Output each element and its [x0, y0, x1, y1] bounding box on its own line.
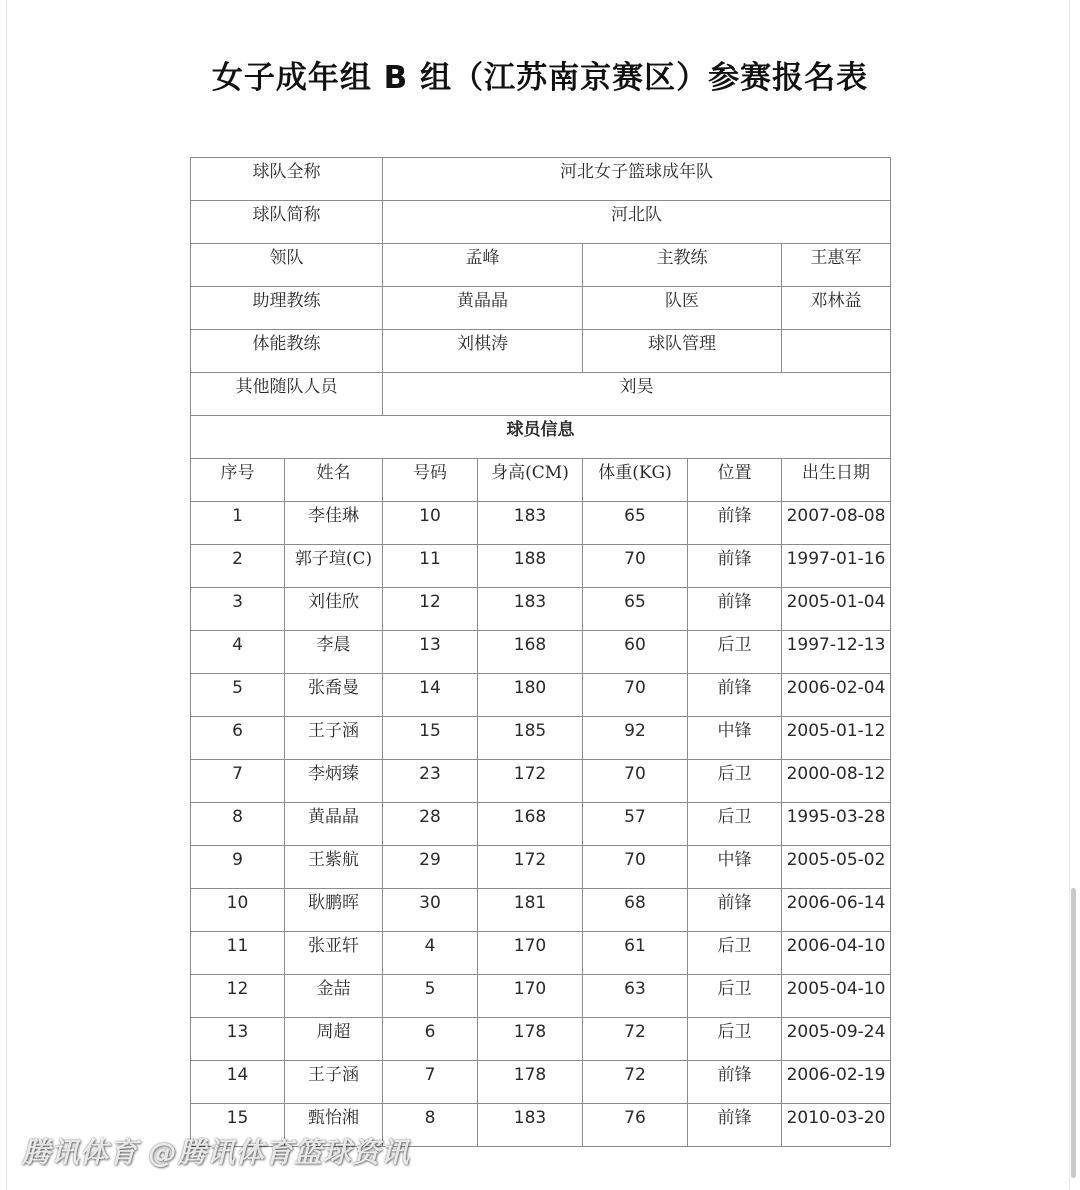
player-weight: 60	[583, 631, 688, 674]
leader-value: 孟峰	[383, 244, 583, 287]
table-row	[191, 674, 891, 717]
player-number: 10	[383, 502, 478, 545]
head-coach-value: 王惠军	[782, 244, 891, 287]
player-number: 7	[383, 1061, 478, 1104]
player-name: 刘佳欣	[285, 588, 383, 631]
player-birthdate: 2005-04-10	[782, 975, 891, 1018]
row-other-staff	[191, 373, 891, 416]
player-position: 前锋	[688, 674, 782, 717]
player-height: 168	[478, 631, 583, 674]
player-index: 15	[191, 1104, 285, 1147]
player-name: 王紫航	[285, 846, 383, 889]
player-weight: 63	[583, 975, 688, 1018]
column-header: 体重(KG)	[583, 459, 688, 502]
player-height: 185	[478, 717, 583, 760]
short-name-value: 河北队	[383, 201, 891, 244]
row-assistant	[191, 287, 891, 330]
full-name-value: 河北女子篮球成年队	[383, 158, 891, 201]
column-header: 号码	[383, 459, 478, 502]
table-row	[191, 889, 891, 932]
player-index: 6	[191, 717, 285, 760]
player-index: 7	[191, 760, 285, 803]
short-name-label: 球队简称	[191, 201, 383, 244]
player-height: 168	[478, 803, 583, 846]
player-index: 3	[191, 588, 285, 631]
player-number: 23	[383, 760, 478, 803]
player-height: 172	[478, 760, 583, 803]
player-position: 前锋	[688, 1061, 782, 1104]
player-birthdate: 1997-01-16	[782, 545, 891, 588]
player-number: 15	[383, 717, 478, 760]
row-short-name	[191, 201, 891, 244]
player-name: 王子涵	[285, 1061, 383, 1104]
player-height: 188	[478, 545, 583, 588]
player-name: 郭子瑄(C)	[285, 545, 383, 588]
player-weight: 68	[583, 889, 688, 932]
table-row	[191, 932, 891, 975]
table-row	[191, 760, 891, 803]
player-index: 8	[191, 803, 285, 846]
player-name: 金喆	[285, 975, 383, 1018]
player-number: 28	[383, 803, 478, 846]
player-name: 甄怡湘	[285, 1104, 383, 1147]
player-weight: 65	[583, 588, 688, 631]
watermark: 腾讯体育 @腾讯体育篮球资讯	[22, 1136, 410, 1169]
other-staff-value: 刘昊	[383, 373, 891, 416]
player-height: 183	[478, 1104, 583, 1147]
player-position: 中锋	[688, 846, 782, 889]
column-header: 身高(CM)	[478, 459, 583, 502]
player-height: 170	[478, 975, 583, 1018]
player-number: 8	[383, 1104, 478, 1147]
player-weight: 76	[583, 1104, 688, 1147]
player-position: 前锋	[688, 1104, 782, 1147]
player-position: 后卫	[688, 631, 782, 674]
row-leader	[191, 244, 891, 287]
player-index: 13	[191, 1018, 285, 1061]
table-row	[191, 588, 891, 631]
player-number: 29	[383, 846, 478, 889]
player-birthdate: 2005-05-02	[782, 846, 891, 889]
player-weight: 61	[583, 932, 688, 975]
assistant-coach-label: 助理教练	[191, 287, 383, 330]
player-height: 170	[478, 932, 583, 975]
player-number: 4	[383, 932, 478, 975]
players-section-heading: 球员信息	[191, 416, 891, 459]
player-index: 2	[191, 545, 285, 588]
column-header: 序号	[191, 459, 285, 502]
player-name: 黄晶晶	[285, 803, 383, 846]
player-position: 前锋	[688, 588, 782, 631]
player-index: 12	[191, 975, 285, 1018]
fitness-coach-label: 体能教练	[191, 330, 383, 373]
row-full-name	[191, 158, 891, 201]
team-manager-label: 球队管理	[583, 330, 782, 373]
column-header: 位置	[688, 459, 782, 502]
player-weight: 70	[583, 674, 688, 717]
player-position: 后卫	[688, 975, 782, 1018]
player-name: 张亚轩	[285, 932, 383, 975]
player-number: 6	[383, 1018, 478, 1061]
form-title: 女子成年组 B 组（江苏南京赛区）参赛报名表	[211, 60, 869, 96]
player-height: 183	[478, 502, 583, 545]
player-number: 14	[383, 674, 478, 717]
player-number: 5	[383, 975, 478, 1018]
player-birthdate: 2000-08-12	[782, 760, 891, 803]
table-row	[191, 975, 891, 1018]
players-header-row	[191, 459, 891, 502]
player-index: 1	[191, 502, 285, 545]
column-header: 出生日期	[782, 459, 891, 502]
player-height: 172	[478, 846, 583, 889]
player-birthdate: 2005-01-04	[782, 588, 891, 631]
registration-table	[190, 157, 891, 1147]
table-row	[191, 631, 891, 674]
player-name: 李佳琳	[285, 502, 383, 545]
player-weight: 70	[583, 545, 688, 588]
table-row	[191, 717, 891, 760]
player-birthdate: 2006-06-14	[782, 889, 891, 932]
player-name: 张喬曼	[285, 674, 383, 717]
player-height: 178	[478, 1018, 583, 1061]
player-weight: 65	[583, 502, 688, 545]
player-position: 前锋	[688, 502, 782, 545]
player-position: 后卫	[688, 803, 782, 846]
player-position: 中锋	[688, 717, 782, 760]
player-index: 11	[191, 932, 285, 975]
player-position: 前锋	[688, 889, 782, 932]
player-name: 耿鹏晖	[285, 889, 383, 932]
other-staff-label: 其他随队人员	[191, 373, 383, 416]
player-birthdate: 2007-08-08	[782, 502, 891, 545]
player-birthdate: 2006-02-04	[782, 674, 891, 717]
player-weight: 70	[583, 846, 688, 889]
player-name: 李炳臻	[285, 760, 383, 803]
doctor-value: 邓林益	[782, 287, 891, 330]
leader-label: 领队	[191, 244, 383, 287]
row-section-header	[191, 416, 891, 459]
table-row	[191, 502, 891, 545]
player-birthdate: 1995-03-28	[782, 803, 891, 846]
player-name: 周超	[285, 1018, 383, 1061]
player-number: 30	[383, 889, 478, 932]
table-row	[191, 846, 891, 889]
player-birthdate: 2005-09-24	[782, 1018, 891, 1061]
column-header: 姓名	[285, 459, 383, 502]
player-weight: 57	[583, 803, 688, 846]
row-fitness	[191, 330, 891, 373]
doctor-label: 队医	[583, 287, 782, 330]
player-name: 李晨	[285, 631, 383, 674]
player-number: 11	[383, 545, 478, 588]
players-table-body	[191, 502, 891, 1147]
player-position: 后卫	[688, 932, 782, 975]
player-birthdate: 2006-02-19	[782, 1061, 891, 1104]
player-position: 后卫	[688, 1018, 782, 1061]
player-birthdate: 2005-01-12	[782, 717, 891, 760]
player-index: 14	[191, 1061, 285, 1104]
fitness-coach-value: 刘棋涛	[383, 330, 583, 373]
head-coach-label: 主教练	[583, 244, 782, 287]
scrollbar[interactable]	[1071, 888, 1076, 1178]
table-row	[191, 545, 891, 588]
player-birthdate: 1997-12-13	[782, 631, 891, 674]
player-weight: 70	[583, 760, 688, 803]
player-height: 183	[478, 588, 583, 631]
player-height: 180	[478, 674, 583, 717]
player-birthdate: 2006-04-10	[782, 932, 891, 975]
player-birthdate: 2010-03-20	[782, 1104, 891, 1147]
player-number: 13	[383, 631, 478, 674]
player-index: 4	[191, 631, 285, 674]
player-height: 181	[478, 889, 583, 932]
team-manager-value	[782, 330, 891, 373]
player-index: 10	[191, 889, 285, 932]
table-row	[191, 1061, 891, 1104]
player-position: 前锋	[688, 545, 782, 588]
player-index: 5	[191, 674, 285, 717]
table-row	[191, 803, 891, 846]
table-row	[191, 1018, 891, 1061]
player-weight: 72	[583, 1061, 688, 1104]
player-height: 178	[478, 1061, 583, 1104]
assistant-coach-value: 黄晶晶	[383, 287, 583, 330]
player-position: 后卫	[688, 760, 782, 803]
full-name-label: 球队全称	[191, 158, 383, 201]
player-index: 9	[191, 846, 285, 889]
player-weight: 92	[583, 717, 688, 760]
player-name: 王子涵	[285, 717, 383, 760]
player-weight: 72	[583, 1018, 688, 1061]
player-number: 12	[383, 588, 478, 631]
